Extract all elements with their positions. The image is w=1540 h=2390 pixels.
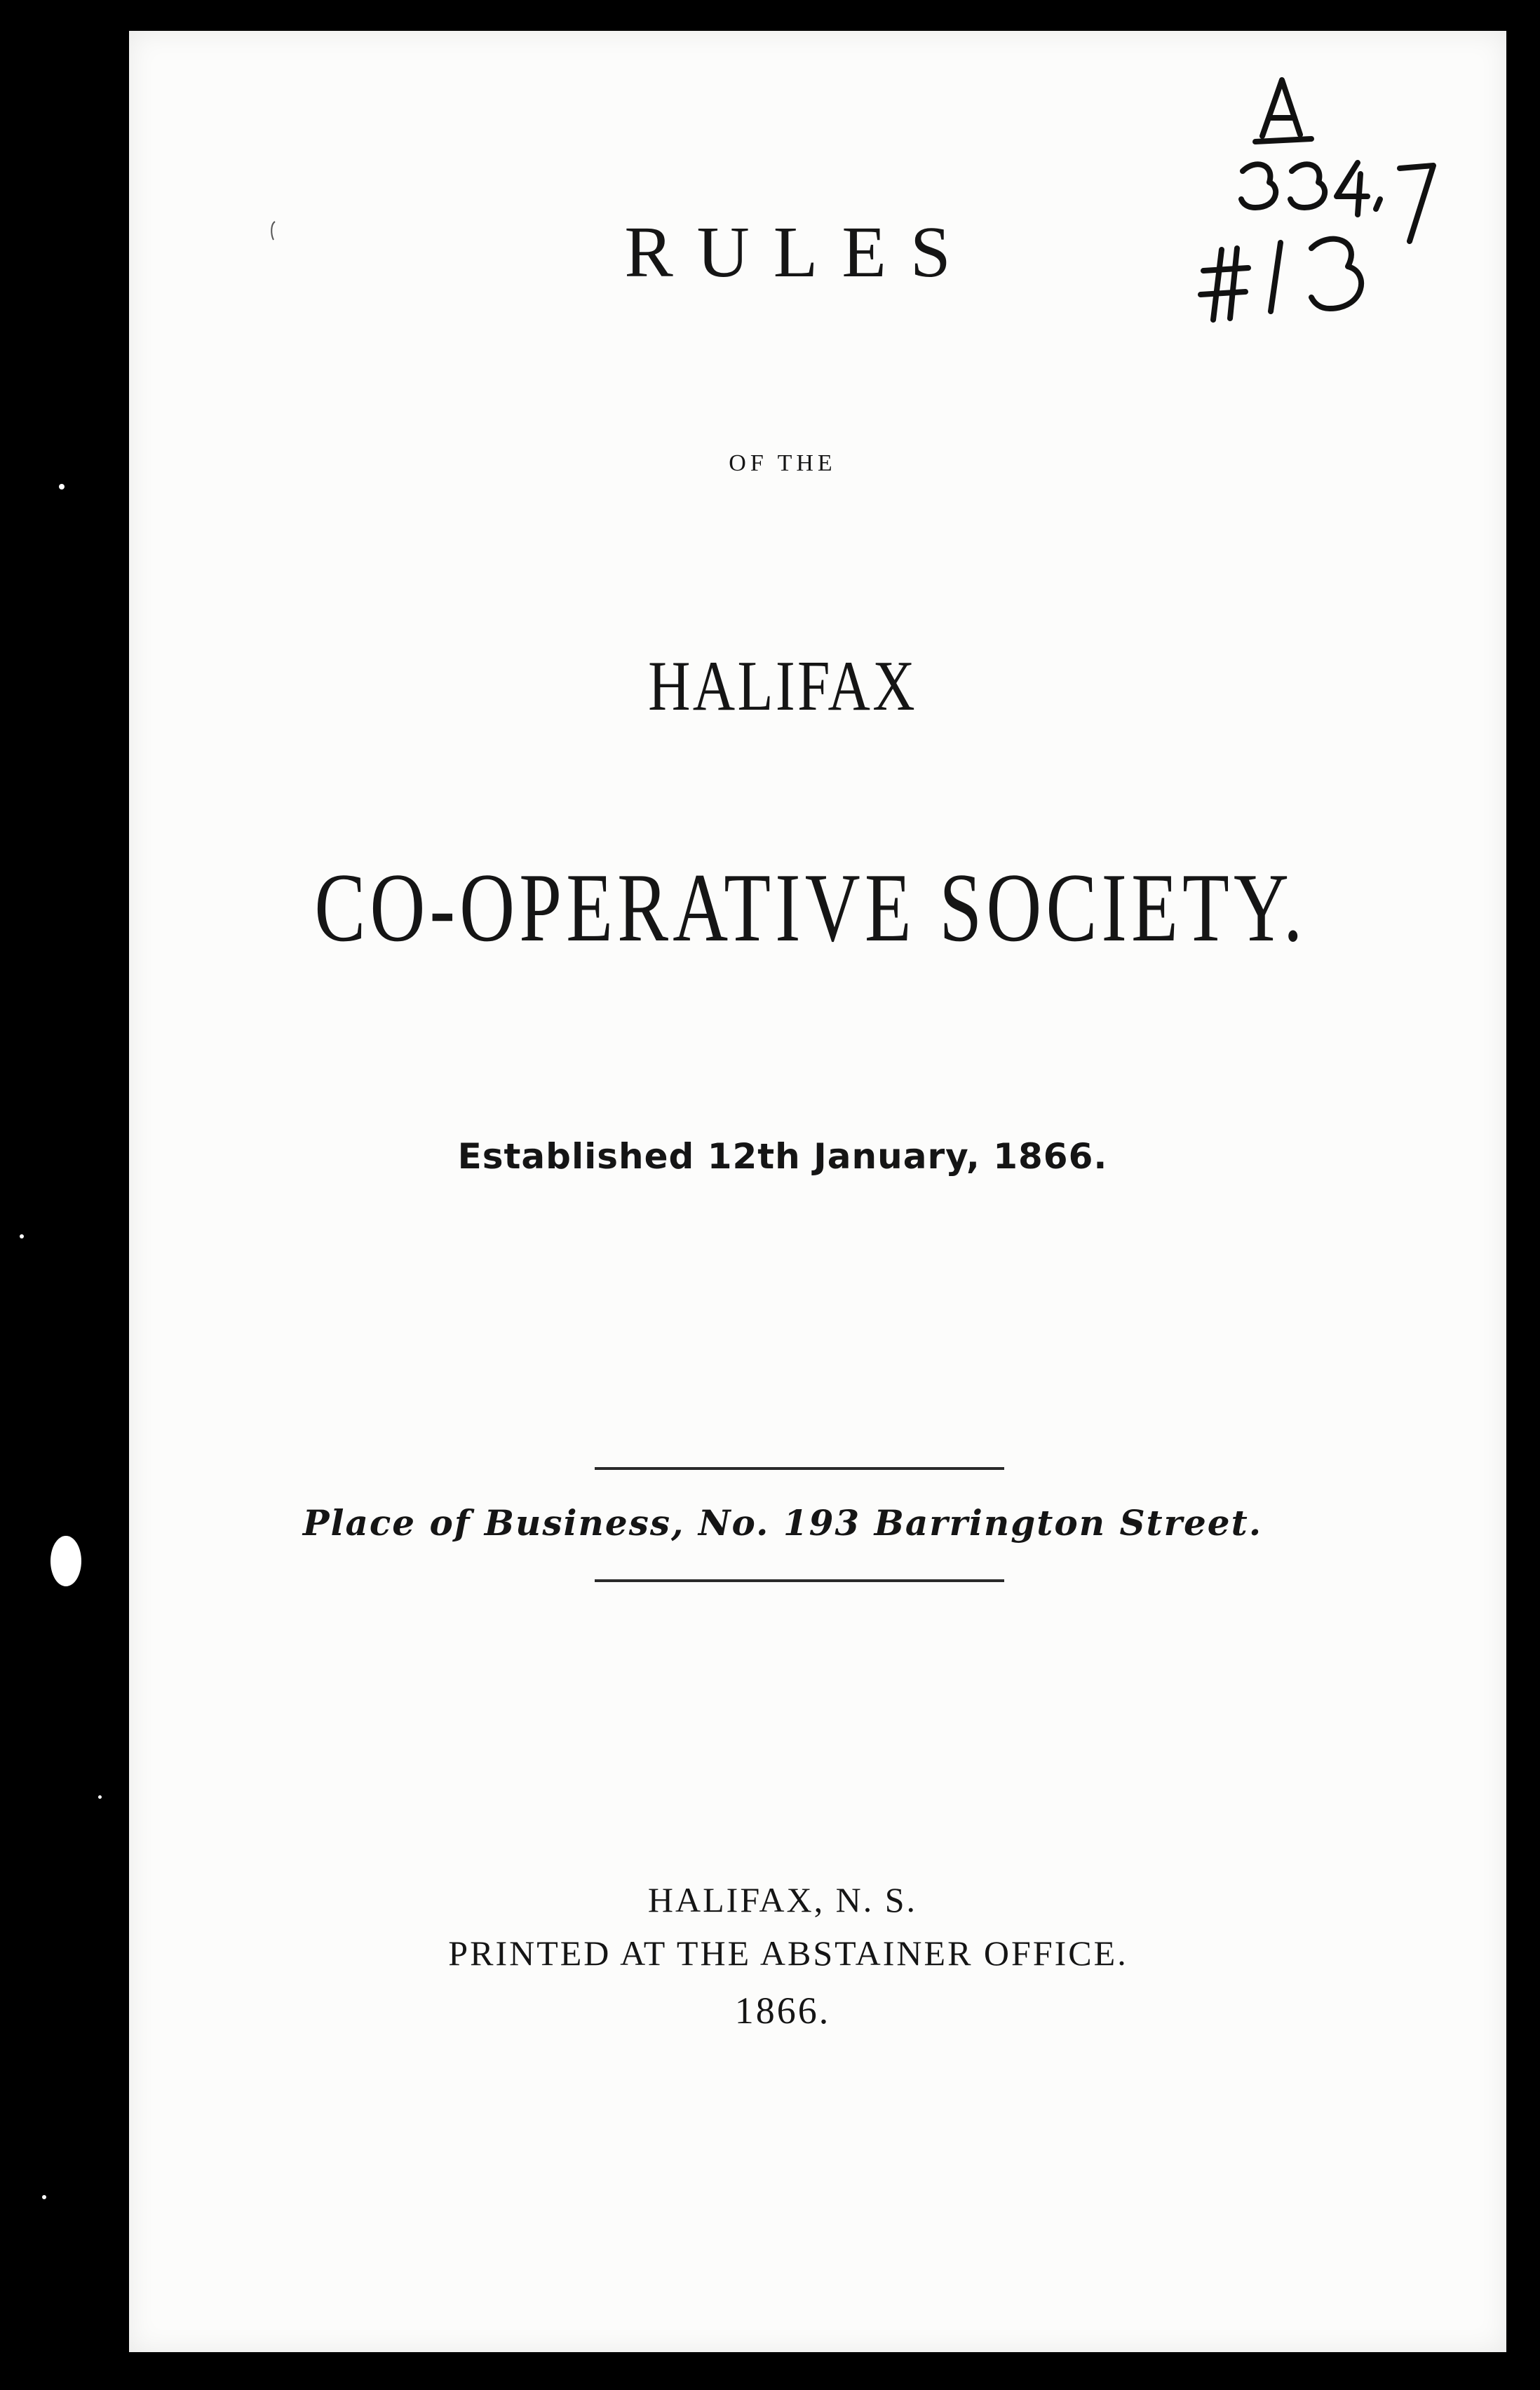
established-date: Established 12th January, 1866.: [457, 1136, 1108, 1177]
society-name-heading: CO-OPERATIVE SOCIETY.: [314, 853, 1307, 962]
place-name-heading: HALIFAX: [648, 647, 917, 726]
page-title: RULES: [624, 212, 975, 292]
title-page: [129, 31, 1506, 2352]
film-speck: [98, 1795, 102, 1799]
divider-rule: [595, 1467, 1004, 1470]
imprint-city: HALIFAX, N. S.: [647, 1880, 918, 1919]
imprint-printer: PRINTED AT THE ABSTAINER OFFICE.: [448, 1933, 1128, 1973]
film-speck: [65, 1578, 72, 1585]
film-speck: [20, 1234, 24, 1238]
place-of-business: Place of Business, No. 193 Barrington Street.: [302, 1502, 1263, 1544]
imprint-year: 1866.: [734, 1990, 831, 2032]
film-speck: [42, 2195, 46, 2199]
divider-rule: [595, 1579, 1004, 1582]
title-connector: OF THE: [729, 450, 837, 476]
film-speck: [59, 484, 65, 490]
